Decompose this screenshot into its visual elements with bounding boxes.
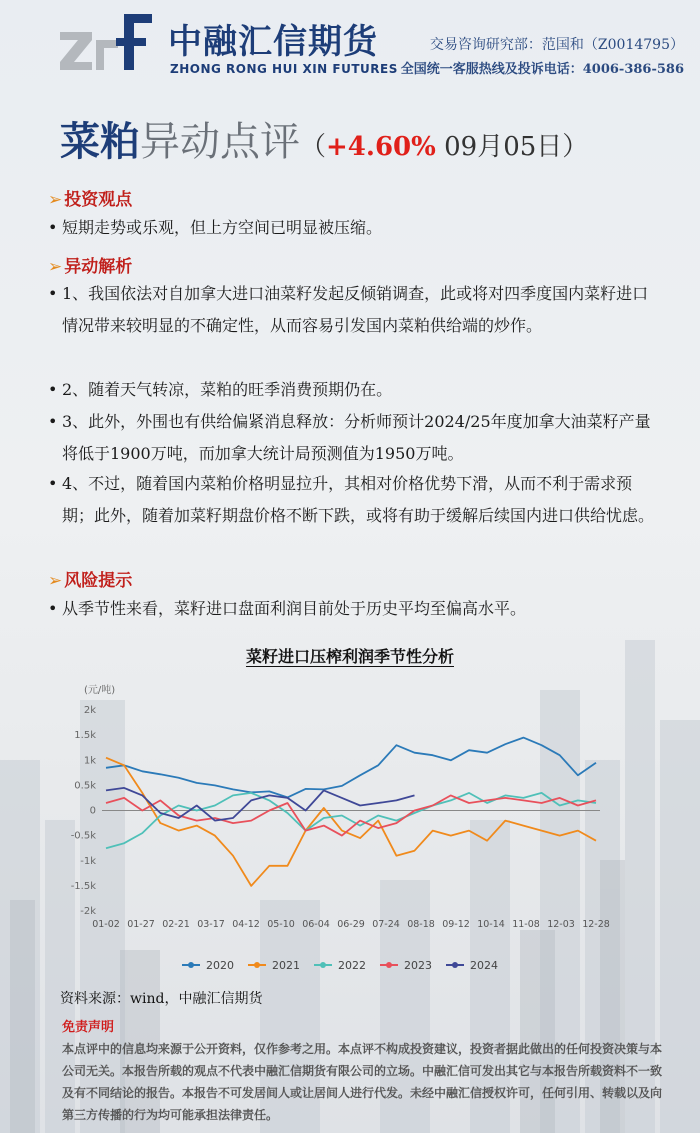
disclaimer-text: 本点评中的信息均来源于公开资料，仅作参考之用。本点评不构成投资建议，投资者据此做出的任何投资决策与本公司无关。本报告所载的观点不代表中融汇信期货有限公司的立场。中融汇信可发出其它与本报告所载资料不一致及有不同结论的报告。本报告不可发居间人或让居间人进行代发。未经中融汇信授权许可，任何引用、转载以及向第三方传播的行为均可能承担法律责任。 [62,1042,663,1122]
section-heading-risk-label: 风险提示 [64,571,133,591]
analysis-item-text: 4、不过，随着国内菜粕价格明显拉升，其相对价格优势下滑，从而不利于需求预期；此外，随着加菜籽期盘价格不断下跌，或将有助于缓解后续国内进口供给忧虑。 [62,474,655,525]
y-tick-label: -0.5k [70,830,96,842]
legend-label-2024: 2024 [470,959,498,972]
x-tick-label: 10-14 [477,919,505,930]
section-heading-risk [48,566,132,591]
hotline-contact: 全国统一客服热线及投诉电话：4006-386-586 [400,62,684,77]
title-open-paren: （ [300,132,327,162]
series-line-2021 [106,758,596,886]
analysis-item [48,374,658,406]
x-tick-label: 01-27 [127,919,155,930]
section-heading-view [48,185,132,210]
analysis-item-text: 3、此外，外围也有供给偏紧消息释放：分析师预计2024/25年度加拿大油菜籽产量将低于1900万吨，而加拿大统计局预测值为1950万吨。 [62,412,651,463]
legend-label-2020: 2020 [206,959,234,972]
view-text: 短期走势或乐观，但上方空间已明显被压缩。 [62,218,383,237]
bullet-icon: • [48,380,58,399]
y-tick-label: -1k [80,855,96,867]
bullet-icon: • [48,284,58,303]
legend-marker-2024 [452,962,458,968]
data-source: 资料来源：wind，中融汇信期货 [60,991,263,1007]
bullet-icon: • [48,412,58,431]
y-tick-label: 2k [83,705,96,716]
legend-marker-2020 [188,962,194,968]
header [0,0,700,90]
x-tick-label: 02-21 [162,919,190,930]
bullet-icon: • [48,218,58,237]
x-tick-label: 06-29 [337,919,365,930]
y-tick-label: 1k [83,755,96,767]
legend-label-2021: 2021 [272,959,300,972]
analysis-item-text: 1、我国依法对自加拿大进口油菜籽发起反倾销调查，此或将对四季度国内菜籽进口情况带来较明显的不确定性，从而容易引发国内菜粕供给端的炒作。 [62,284,649,335]
y-tick-label: 0 [89,805,96,817]
risk-text: 从季节性来看，菜籽进口盘面利润目前处于历史平均至偏高水平。 [62,599,527,618]
chart-title [0,644,700,667]
section-heading-analysis-label: 异动解析 [64,257,133,277]
analysis-item-text: 2、随着天气转凉，菜粕的旺季消费预期仍在。 [62,380,393,399]
analysis-item [48,406,658,470]
series-line-2020 [106,738,596,798]
y-tick-label: 1.5k [74,730,96,742]
x-tick-label: 12-03 [547,919,575,930]
title-subject: 异动点评 [140,119,300,165]
logo-english-name: ZHONG RONG HUI XIN FUTURES [170,62,398,76]
risk-paragraph [48,593,658,625]
title-change-pct: +4.60% [326,132,436,162]
legend-marker-2021 [254,962,260,968]
x-tick-label: 07-24 [372,919,400,930]
logo-chinese-name: 中融汇信期货 [168,22,378,62]
section-heading-view-label: 投资观点 [64,190,133,210]
legend-label-2022: 2022 [338,959,366,972]
company-logo-icon [58,10,158,80]
arrow-icon: ➢ [48,190,63,210]
chart-title-text: 菜籽进口压榨利润季节性分析 [245,647,454,666]
arrow-icon: ➢ [48,257,63,277]
legend-label-2023: 2023 [404,959,432,972]
x-tick-label: 09-12 [442,919,470,930]
analysis-item [48,278,658,342]
x-tick-label: 04-12 [232,919,260,930]
x-tick-label: 01-02 [92,919,120,930]
y-tick-label: 0.5k [74,780,96,792]
view-paragraph [48,212,658,244]
x-tick-label: 03-17 [197,919,225,930]
seasonal-profit-chart [70,675,630,985]
legend-marker-2022 [320,962,326,968]
y-axis-unit: (元/吨) [84,685,116,696]
x-tick-label: 06-04 [302,919,330,930]
x-tick-label: 12-28 [582,919,610,930]
disclaimer-heading: 免责声明 [62,1020,115,1035]
section-heading-analysis [48,252,132,277]
y-tick-label: -2k [80,906,96,917]
arrow-icon: ➢ [48,571,63,591]
x-tick-label: 11-08 [512,919,540,930]
research-contact: 交易咨询研究部：范国和（Z0014795） [429,37,684,53]
bullet-icon: • [48,474,58,493]
bullet-icon: • [48,599,58,618]
analysis-item [48,468,658,532]
x-tick-label: 05-10 [267,919,295,930]
x-tick-label: 08-18 [407,919,435,930]
y-tick-label: -1.5k [70,880,96,892]
page-title [60,110,588,167]
legend-marker-2023 [386,962,392,968]
title-date: 09月05日） [435,132,589,162]
title-commodity: 菜粕 [60,118,140,165]
